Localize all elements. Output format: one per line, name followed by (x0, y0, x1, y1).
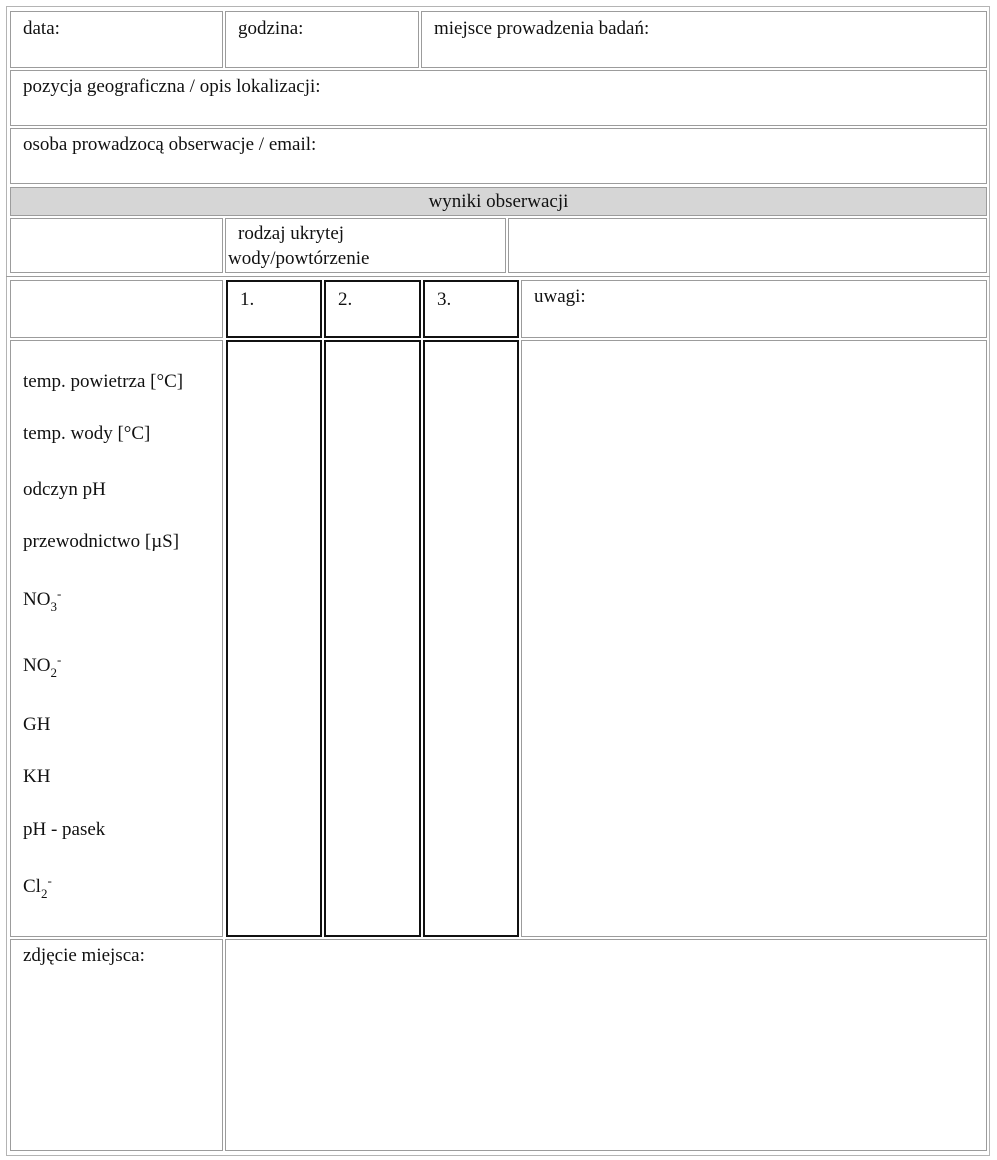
param-nitrite-sub: 2 (50, 665, 57, 680)
date-label: data: (23, 18, 60, 39)
repetition-1-values[interactable] (226, 340, 322, 937)
repetition-2-header (324, 280, 421, 338)
repetition-1-label: 1. (240, 289, 255, 310)
param-water-temp: temp. wody [°C] (23, 423, 151, 444)
water-type-label-line1: rodzaj ukrytej (238, 223, 345, 244)
param-chlorine (23, 875, 52, 899)
param-nitrate-sup: - (56, 586, 62, 601)
observer-field[interactable] (10, 128, 987, 184)
repetition-1-header (226, 280, 322, 338)
remarks-header (521, 280, 987, 338)
location-field[interactable] (10, 70, 987, 126)
repetition-3-label: 3. (437, 289, 452, 310)
repetition-blank-cell (10, 280, 223, 338)
param-nitrite (23, 654, 61, 678)
date-field[interactable] (10, 11, 223, 68)
time-label: godzina: (238, 18, 304, 39)
param-nitrite-base: NO (23, 655, 51, 676)
observer-label: osoba prowadzocą obserwacje / email: (23, 134, 317, 155)
param-ph-strip: pH - pasek (23, 819, 106, 840)
param-conductivity: przewodnictwo [µS] (23, 531, 180, 552)
repetition-3-values[interactable] (423, 340, 519, 937)
place-field[interactable] (421, 11, 987, 68)
water-type-blank-cell (10, 218, 223, 273)
param-nitrate-base: NO (23, 589, 51, 610)
param-ph: odczyn pH (23, 479, 106, 500)
water-type-label-cell (225, 218, 506, 273)
photo-field[interactable] (225, 939, 987, 1151)
param-nitrate (23, 588, 61, 612)
photo-label-cell (10, 939, 223, 1151)
parameters-cell (10, 340, 223, 937)
place-label: miejsce prowadzenia badań: (434, 18, 650, 39)
param-kh: KH (23, 766, 51, 787)
param-chlorine-sup: - (47, 873, 52, 888)
repetition-2-label: 2. (338, 289, 353, 310)
water-type-label-line2: wody/powtórzenie (228, 248, 370, 269)
param-chlorine-sub: 2 (40, 886, 48, 901)
location-label: pozycja geograficzna / opis lokalizacji: (23, 76, 321, 97)
time-field[interactable] (225, 11, 419, 68)
repetition-2-values[interactable] (324, 340, 421, 937)
repetition-3-header (423, 280, 519, 338)
param-gh: GH (23, 714, 51, 735)
param-air-temp: temp. powietrza [°C] (23, 371, 184, 392)
param-chlorine-base: Cl (23, 876, 41, 897)
remarks-label: uwagi: (534, 286, 586, 307)
results-section-title: wyniki obserwacji (428, 190, 569, 212)
photo-label: zdjęcie miejsca: (23, 945, 145, 966)
results-section-header (10, 187, 987, 216)
table-separator (6, 276, 990, 277)
water-type-field[interactable] (508, 218, 987, 273)
param-nitrate-sub: 3 (50, 599, 57, 614)
param-nitrite-sup: - (56, 652, 62, 667)
remarks-field[interactable] (521, 340, 987, 937)
